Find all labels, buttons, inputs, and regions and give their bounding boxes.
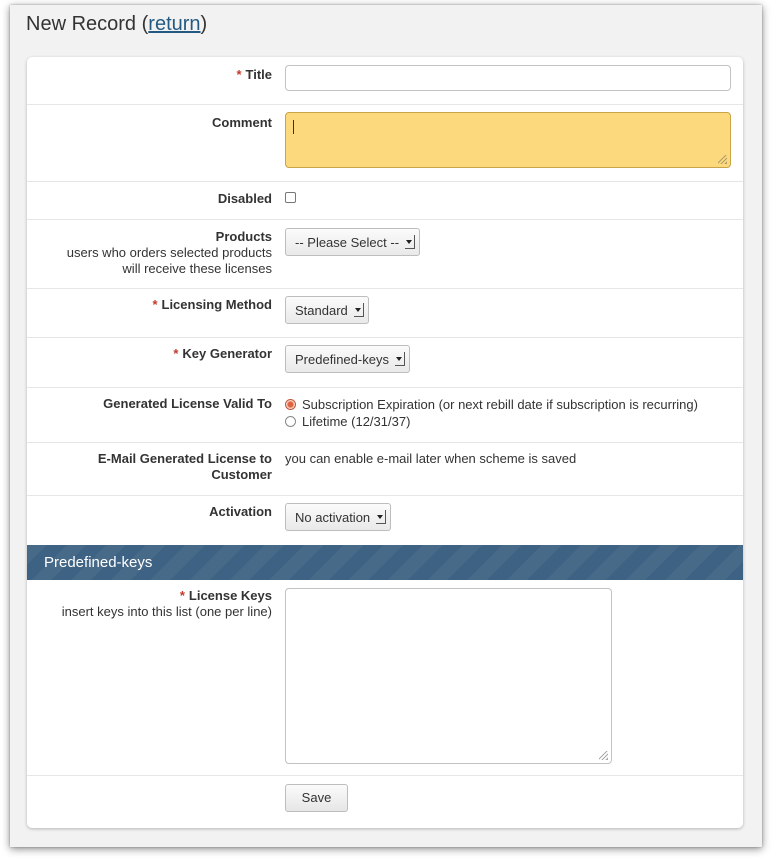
paren-open: ( — [141, 13, 149, 35]
key-generator-label-text: Key Generator — [182, 346, 272, 361]
resize-grip-icon[interactable] — [599, 751, 608, 760]
return-link[interactable]: return — [148, 13, 201, 35]
title-label — [27, 67, 272, 83]
licensing-method-label-text: Licensing Method — [161, 297, 272, 312]
key-generator-select-value: Predefined-keys — [295, 351, 389, 367]
email-license-label-line1: E-Mail Generated License to — [97, 451, 272, 466]
radio-lifetime-label: Lifetime (12/31/37) — [302, 414, 411, 429]
disabled-row — [27, 182, 743, 220]
products-help-line2: will receive these licenses — [122, 261, 272, 276]
disabled-label: Disabled — [217, 191, 272, 206]
activation-select[interactable] — [285, 503, 391, 531]
products-row — [27, 220, 743, 289]
text-cursor — [293, 120, 294, 134]
comment-label: Comment — [212, 115, 272, 130]
radio-selected-icon[interactable] — [285, 399, 296, 410]
title-label-text: Title — [245, 67, 272, 82]
chevron-down-icon — [376, 510, 386, 524]
page-title-text: New Record — [26, 13, 137, 35]
email-license-note: you can enable e-mail later when scheme is saved — [285, 451, 577, 466]
resize-grip-icon[interactable] — [718, 155, 727, 164]
activation-label: Activation — [209, 504, 272, 519]
radio-unselected-icon[interactable] — [285, 416, 296, 427]
required-star: * — [173, 346, 179, 361]
page-title — [26, 13, 207, 36]
title-input[interactable] — [285, 65, 731, 91]
save-button[interactable]: Save — [285, 784, 348, 812]
radio-subscription-label: Subscription Expiration (or next rebill date if subscription is recurring) — [302, 397, 698, 412]
radio-subscription-expiration[interactable] — [285, 396, 698, 413]
email-license-label — [27, 451, 272, 483]
license-keys-label-text: License Keys — [188, 588, 272, 603]
comment-textarea[interactable] — [285, 112, 731, 168]
valid-to-row — [27, 388, 743, 443]
title-row — [27, 57, 743, 105]
radio-lifetime[interactable] — [285, 413, 698, 430]
chevron-down-icon — [405, 235, 415, 249]
activation-select-value: No activation — [295, 509, 371, 525]
license-keys-label — [27, 588, 272, 620]
app-window — [10, 5, 762, 847]
form-panel — [27, 57, 743, 828]
required-star: * — [179, 588, 185, 603]
license-keys-textarea[interactable] — [285, 588, 612, 764]
disabled-checkbox[interactable] — [285, 192, 296, 203]
chevron-down-icon — [395, 352, 405, 366]
license-keys-row — [27, 580, 743, 776]
licensing-method-select[interactable] — [285, 296, 369, 324]
products-select-value: -- Please Select -- — [295, 234, 400, 250]
products-label-text: Products — [215, 229, 272, 244]
required-star: * — [236, 67, 242, 82]
actions-row — [27, 776, 743, 828]
paren-close: ) — [200, 13, 208, 35]
chevron-down-icon — [354, 303, 364, 317]
email-license-label-line2: Customer — [211, 467, 272, 482]
section-header: Predefined-keys — [27, 545, 743, 580]
key-generator-select[interactable] — [285, 345, 410, 373]
key-generator-row — [27, 338, 743, 388]
products-help-line1: users who orders selected products — [66, 245, 272, 260]
comment-row — [27, 105, 743, 182]
email-license-row — [27, 443, 743, 496]
products-select[interactable] — [285, 228, 420, 256]
licensing-method-row — [27, 289, 743, 338]
required-star: * — [152, 297, 158, 312]
products-label — [27, 229, 272, 277]
licensing-method-label — [27, 297, 272, 313]
activation-row — [27, 496, 743, 545]
licensing-method-select-value: Standard — [295, 302, 348, 318]
key-generator-label — [27, 346, 272, 362]
valid-to-label: Generated License Valid To — [103, 396, 272, 411]
license-keys-help: insert keys into this list (one per line) — [61, 604, 272, 619]
